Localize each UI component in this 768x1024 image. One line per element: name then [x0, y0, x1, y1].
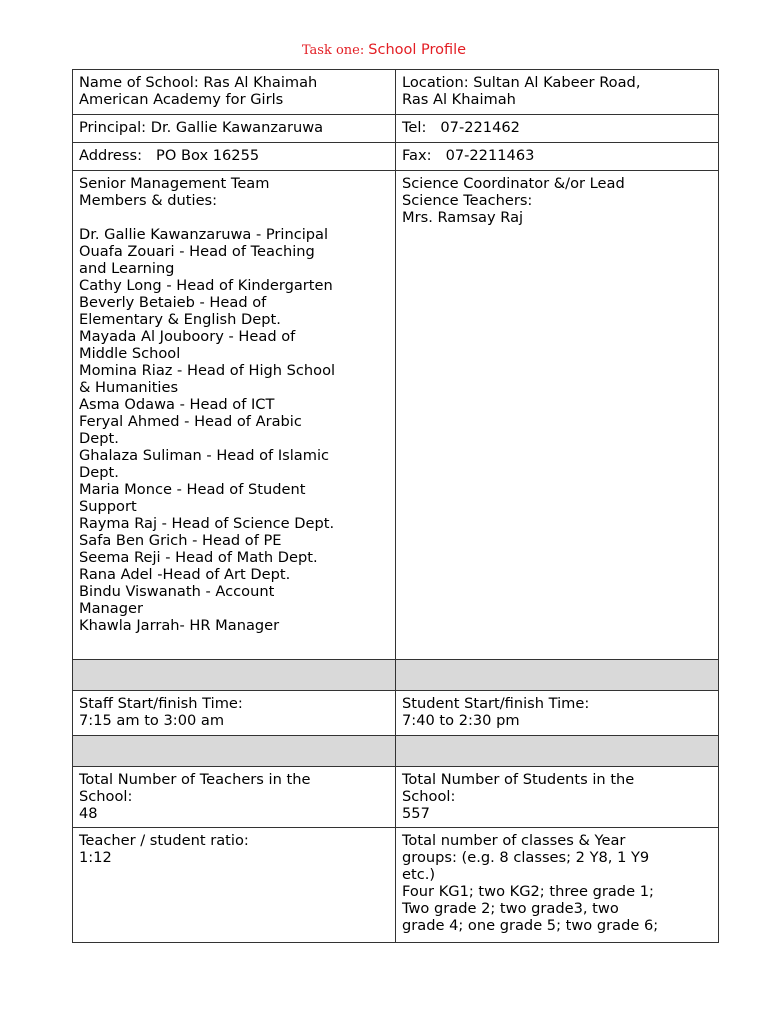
smt-line: Dept.: [79, 464, 119, 481]
school-profile-table: [72, 69, 719, 943]
classes-line: Two grade 2; two grade3, two: [402, 900, 619, 917]
smt-line: Bindu Viswanath - Account: [79, 583, 275, 600]
table-row: [73, 691, 719, 736]
smt-heading-line: Senior Management Team: [79, 175, 270, 192]
school-name-line: Name of School: Ras Al Khaimah: [79, 74, 318, 91]
address-label: Address:: [79, 147, 143, 164]
tel-line: [402, 119, 712, 136]
tel-label: Tel:: [402, 119, 427, 136]
shaded-cell: [73, 660, 396, 691]
shaded-row: [73, 660, 719, 691]
task-label: Task one:: [301, 43, 365, 58]
classes-line: Total number of classes & Year: [402, 832, 626, 849]
tel-value: 07-221462: [440, 119, 520, 136]
teachers-total-value: 48: [79, 805, 98, 822]
smt-line: Support: [79, 498, 137, 515]
ratio-value: 1:12: [79, 849, 112, 866]
address-cell: [73, 143, 396, 171]
smt-line: Rayma Raj - Head of Science Dept.: [79, 515, 335, 532]
smt-line: Asma Odawa - Head of ICT: [79, 396, 275, 413]
smt-line: Dr. Gallie Kawanzaruwa - Principal: [79, 226, 329, 243]
teachers-total-line: School:: [79, 788, 133, 805]
smt-heading-line: Members & duties:: [79, 192, 218, 209]
table-row: [73, 70, 719, 115]
profile-title: School Profile: [368, 42, 467, 58]
smt-line: Middle School: [79, 345, 181, 362]
student-time-line: 7:40 to 2:30 pm: [402, 712, 520, 729]
address-line: [79, 147, 389, 164]
staff-time-cell: [73, 691, 396, 736]
smt-line: Manager: [79, 600, 143, 617]
ratio-line: Teacher / student ratio:: [79, 832, 249, 849]
smt-line: Maria Monce - Head of Student: [79, 481, 306, 498]
smt-line: Cathy Long - Head of Kindergarten: [79, 277, 333, 294]
page-title: [0, 41, 768, 59]
fax-value: 07-2211463: [445, 147, 535, 164]
tel-cell: [396, 115, 719, 143]
smt-line: and Learning: [79, 260, 175, 277]
smt-line: Seema Reji - Head of Math Dept.: [79, 549, 318, 566]
staff-time-line: 7:15 am to 3:00 am: [79, 712, 225, 729]
fax-line: [402, 147, 712, 164]
ratio-cell: [73, 828, 396, 943]
table-row: [73, 828, 719, 943]
science-line: Mrs. Ramsay Raj: [402, 209, 524, 226]
students-total-value: 557: [402, 805, 430, 822]
smt-cell: [73, 171, 396, 660]
smt-line: Elementary & English Dept.: [79, 311, 281, 328]
table-row: [73, 171, 719, 660]
smt-line: & Humanities: [79, 379, 179, 396]
table-row: [73, 115, 719, 143]
smt-line: Mayada Al Jouboory - Head of: [79, 328, 296, 345]
teachers-total-line: Total Number of Teachers in the: [79, 771, 311, 788]
students-total-line: School:: [402, 788, 456, 805]
science-cell: [396, 171, 719, 660]
table-row: [73, 767, 719, 828]
classes-line: etc.): [402, 866, 436, 883]
shaded-cell: [396, 736, 719, 767]
principal-cell: [73, 115, 396, 143]
smt-line: Khawla Jarrah- HR Manager: [79, 617, 280, 634]
classes-line: grade 4; one grade 5; two grade 6;: [402, 917, 659, 934]
school-name-line: American Academy for Girls: [79, 91, 284, 108]
fax-label: Fax:: [402, 147, 432, 164]
students-total-line: Total Number of Students in the: [402, 771, 635, 788]
fax-cell: [396, 143, 719, 171]
shaded-cell: [396, 660, 719, 691]
school-name-cell: [73, 70, 396, 115]
smt-line: Rana Adel -Head of Art Dept.: [79, 566, 291, 583]
location-line: Location: Sultan Al Kabeer Road,: [402, 74, 641, 91]
smt-line: Momina Riaz - Head of High School: [79, 362, 336, 379]
smt-line: Ouafa Zouari - Head of Teaching: [79, 243, 315, 260]
classes-line: Four KG1; two KG2; three grade 1;: [402, 883, 654, 900]
science-line: Science Coordinator &/or Lead: [402, 175, 625, 192]
smt-line: Safa Ben Grich - Head of PE: [79, 532, 282, 549]
address-value: PO Box 16255: [156, 147, 260, 164]
principal-line: Principal: Dr. Gallie Kawanzaruwa: [79, 119, 324, 136]
student-time-line: Student Start/finish Time:: [402, 695, 590, 712]
science-line: Science Teachers:: [402, 192, 533, 209]
smt-line: Beverly Betaieb - Head of: [79, 294, 267, 311]
smt-line: Dept.: [79, 430, 119, 447]
table-row: [73, 143, 719, 171]
classes-line: groups: (e.g. 8 classes; 2 Y8, 1 Y9: [402, 849, 650, 866]
smt-line: Feryal Ahmed - Head of Arabic: [79, 413, 302, 430]
smt-line: Ghalaza Suliman - Head of Islamic: [79, 447, 330, 464]
shaded-cell: [73, 736, 396, 767]
teachers-total-cell: [73, 767, 396, 828]
location-cell: [396, 70, 719, 115]
students-total-cell: [396, 767, 719, 828]
staff-time-line: Staff Start/finish Time:: [79, 695, 243, 712]
classes-cell: [396, 828, 719, 943]
location-line: Ras Al Khaimah: [402, 91, 516, 108]
shaded-row: [73, 736, 719, 767]
student-time-cell: [396, 691, 719, 736]
